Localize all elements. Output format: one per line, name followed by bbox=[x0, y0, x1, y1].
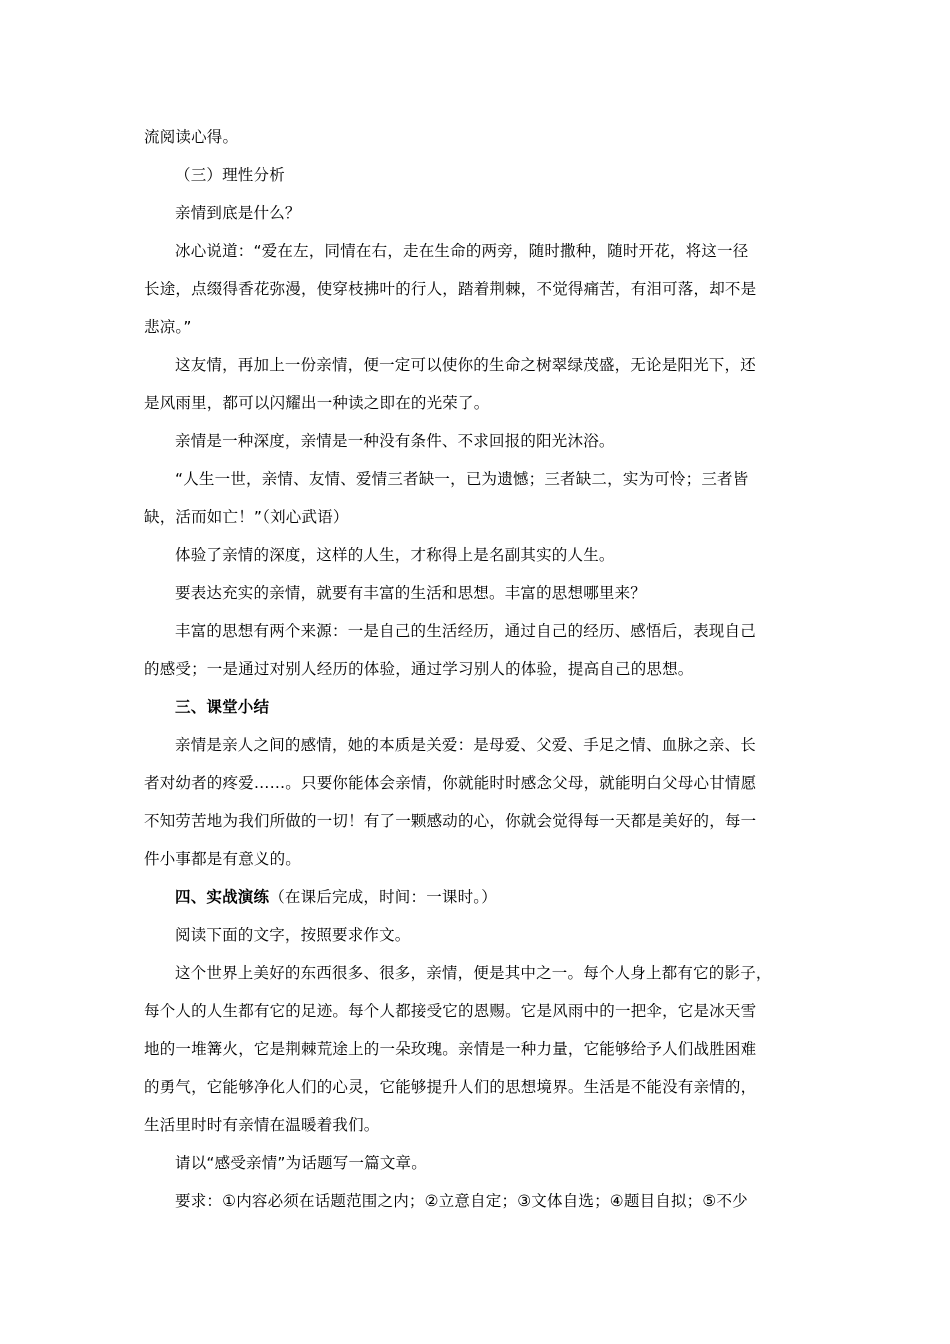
section-heading-practice: 四、实战演练 bbox=[175, 888, 270, 906]
line-17: 者对幼者的疼爱……。只要你能体会亲情，你就能时时感念父母，就能明白父母心甘情愿 bbox=[144, 774, 757, 792]
section-heading-practice-note: （在课后完成，时间：一课时。） bbox=[269, 888, 497, 906]
line-10: 缺，活而如亡！”（刘心武语） bbox=[144, 508, 349, 526]
line-3: 冰心说道：“爱在左，同情在右，走在生命的两旁，随时撒种，随时开花，将这一径 bbox=[175, 242, 749, 260]
line-22: 这个世界上美好的东西很多、很多，亲情，便是其中之一。每个人身上都有它的影子， bbox=[175, 964, 772, 982]
line-19: 件小事都是有意义的。 bbox=[144, 850, 302, 868]
line-26: 生活里时时有亲情在温暖着我们。 bbox=[144, 1116, 380, 1134]
line-11: 体验了亲情的深度，这样的人生，才称得上是名副其实的人生。 bbox=[175, 546, 615, 564]
line-2: 亲情到底是什么？ bbox=[175, 204, 301, 222]
line-6: 这友情，再加上一份亲情，便一定可以使你的生命之树翠绿茂盛，无论是阳光下，还 bbox=[175, 356, 756, 374]
line-14: 的感受；一是通过对别人经历的体验，通过学习别人的体验，提高自己的思想。 bbox=[144, 660, 694, 678]
section-heading-practice-line bbox=[144, 878, 810, 916]
line-12: 要表达充实的亲情，就要有丰富的生活和思想。丰富的思想哪里来？ bbox=[175, 584, 647, 602]
line-9: “人生一世，亲情、友情、爱情三者缺一，已为遗憾；三者缺二，实为可怜；三者皆 bbox=[175, 470, 749, 488]
line-0: 流阅读心得。 bbox=[144, 128, 239, 146]
line-18: 不知劳苦地为我们所做的一切！有了一颗感动的心，你就会觉得每一天都是美好的，每一 bbox=[144, 812, 757, 830]
line-4: 长途，点缀得香花弥漫，使穿枝拂叶的行人，踏着荆棘，不觉得痛苦，有泪可落，却不是 bbox=[144, 280, 757, 298]
line-1: （三）理性分析 bbox=[175, 166, 285, 184]
line-24: 地的一堆篝火，它是荆棘荒途上的一朵玫瑰。亲情是一种力量，它能够给予人们战胜困难 bbox=[144, 1040, 757, 1058]
line-23: 每个人的人生都有它的足迹。每个人都接受它的恩赐。它是风雨中的一把伞，它是冰天雪 bbox=[144, 1002, 757, 1020]
line-5: 悲凉。” bbox=[144, 318, 192, 336]
line-28: 要求：①内容必须在话题范围之内；②立意自定；③文体自选；④题目自拟；⑤不少 bbox=[175, 1192, 748, 1210]
line-7: 是风雨里，都可以闪耀出一种读之即在的光荣了。 bbox=[144, 394, 490, 412]
line-16: 亲情是亲人之间的感情，她的本质是关爱：是母爱、父爱、手足之情、血脉之亲、长 bbox=[175, 736, 756, 754]
document-page bbox=[144, 118, 810, 1220]
line-25: 的勇气，它能够净化人们的心灵，它能够提升人们的思想境界。生活是不能没有亲情的， bbox=[144, 1078, 757, 1096]
line-13: 丰富的思想有两个来源：一是自己的生活经历，通过自己的经历、感悟后，表现自己 bbox=[175, 622, 756, 640]
line-8: 亲情是一种深度，亲情是一种没有条件、不求回报的阳光沐浴。 bbox=[175, 432, 615, 450]
line-21: 阅读下面的文字，按照要求作文。 bbox=[175, 926, 411, 944]
section-heading-summary: 三、课堂小结 bbox=[175, 698, 270, 716]
line-27: 请以“感受亲情”为话题写一篇文章。 bbox=[175, 1154, 427, 1172]
